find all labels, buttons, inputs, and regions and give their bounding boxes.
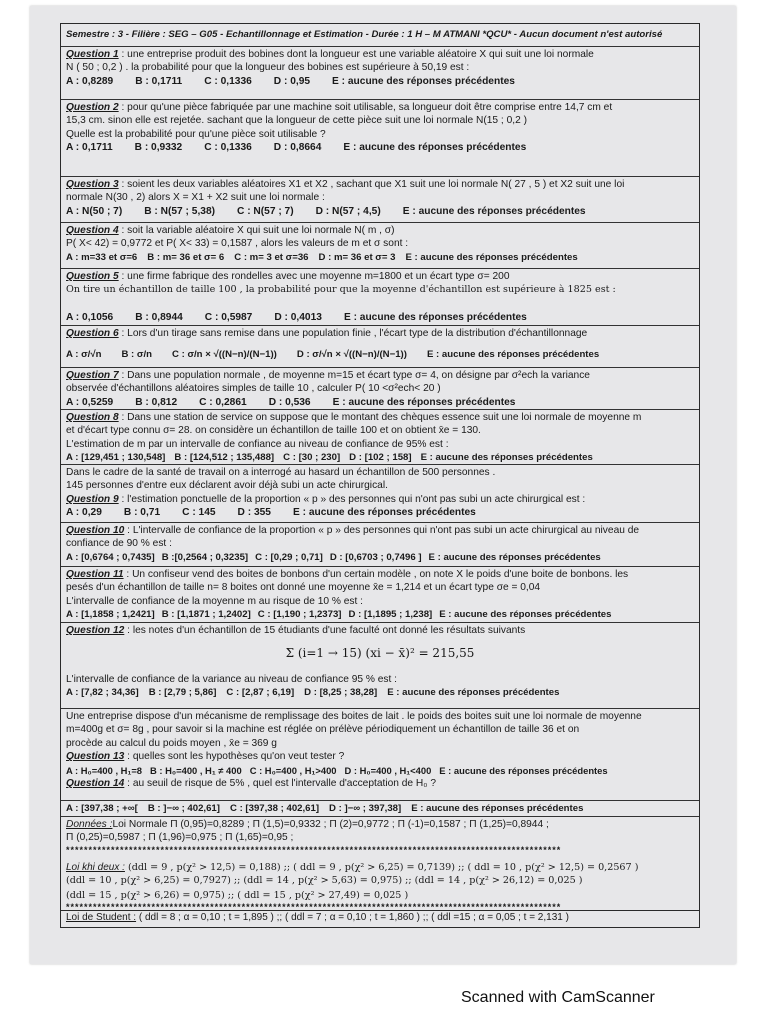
q2-option-b[interactable]: B : 0,9332 [134,142,183,154]
q7-option-b[interactable]: B : 0,812 [135,396,178,408]
q9-text1: : l'estimation ponctuelle de la proportion « p » des personnes qui n'ont pas subi un acte chirurgical est : [121,493,586,505]
q3-options [66,205,694,218]
q14-option-c[interactable]: C : [397,38 ; 402,61] [229,803,320,814]
intro13-text1: Une entreprise dispose d'un mécanisme de remplissage des boites de lait . le poids des boites suit une loi normale de moyenne [66,711,642,722]
q11-option-b[interactable]: B : [1,1871 ; 1,2402] [161,609,251,621]
q3-option-a[interactable]: A : N(50 ; 7) [66,205,123,217]
q1-text1: : une entreprise produit des bobines dont la longueur est une variable aléatoire X qui suit une loi normale [121,49,594,60]
question-13-14-block [61,708,699,800]
q1-option-a[interactable]: A : 0,8289 [66,75,114,87]
q12-option-c[interactable]: C : [2,87 ; 6,19] [226,687,295,699]
q5-text2: On tire un échantillon de taille 100 , la probabilité pour que la moyenne d'échantillon est supérieure à 1825 est : [66,284,616,296]
q4-options [66,251,694,264]
q6-option-d[interactable]: D : σ/√n × √((N−n)/(N−1)) [296,349,407,361]
q13-option-e[interactable]: E : aucune des réponses précédentes [439,764,608,776]
question-4 [61,222,699,268]
q2-text1: : pour qu'une pièce fabriquée par une machine soit utilisable, sa longueur doit être comprise entre 14,7 cm et [121,102,613,113]
q9-option-c[interactable]: C : 145 [182,507,216,519]
q6-option-a[interactable]: A : σ/√n [66,349,102,361]
khi-label: Loi khi deux : [66,862,125,873]
exam-frame [60,23,700,911]
q14-label: Question 14 [66,778,125,790]
q10-option-d[interactable]: D : [0,6703 ; 0,7496 ] [329,551,422,563]
q1-options [66,75,694,88]
q8-option-a[interactable]: A : [129,451 ; 130,548] [66,452,166,464]
q14-text1: : au seuil de risque de 5% , quel est l'intervalle d'acceptation de H₀ ? [127,778,436,790]
q13-option-c[interactable]: C : H₀=400 , H₁>400 [249,764,337,776]
q11-label: Question 11 [66,569,124,580]
q5-option-d[interactable]: D : 0,4013 [274,311,322,323]
q8-text1: : Dans une station de service on suppose que le montant des chèques essence suit une loi normale de moyenne m [121,412,642,423]
q8-option-d[interactable]: D : [102 ; 158] [349,452,412,464]
question-10 [61,522,699,566]
donnees-section [61,816,699,860]
q13-text1: : quelles sont les hypothèses qu'on veut tester ? [127,751,345,763]
question-9-block [61,464,699,522]
q9-option-a[interactable]: A : 0,29 [66,507,102,519]
donnees-line1: Loi Normale Π (0,95)=0,8289 ; Π (1,5)=0,9332 ; Π (2)=0,9772 ; Π (-1)=0,1587 ; Π (1,25)=0,8944 ; [112,819,549,830]
student-section [60,910,700,928]
q9-option-e[interactable]: E : aucune des réponses précédentes [292,507,476,519]
q8-label: Question 8 [66,412,119,423]
khi-line1: (ddl = 9 , p(χ² > 12,5) = 0,188) ;; ( ddl = 9 , p(χ² > 6,25) = 0,7139) ;; ( ddl = 10 , p(χ² > 12,5) = 0,2567 ) [128,862,639,873]
q13-options [66,764,694,777]
q10-option-c[interactable]: C : [0,29 ; 0,71] [255,551,323,563]
q7-label: Question 7 [66,370,119,381]
q1-option-e[interactable]: E : aucune des réponses précédentes [332,75,515,87]
q7-option-e[interactable]: E : aucune des réponses précédentes [332,396,516,408]
student-label: Loi de Student : [66,912,137,923]
q5-option-e[interactable]: E : aucune des réponses précédentes [343,311,527,323]
q5-option-c[interactable]: C : 0,5987 [204,311,253,323]
q9-option-d[interactable]: D : 355 [237,507,271,519]
intro9-text2: 145 personnes d'entre eux déclarent avoir déjà subi un acte chirurgical. [66,480,388,492]
q2-option-c[interactable]: C : 0,1336 [204,142,252,154]
q7-option-a[interactable]: A : 0,5259 [66,396,114,408]
header-text: Semestre : 3 - Filière : SEG – G05 - Echantillonnage et Estimation - Durée : 1 H – M ATMANI *QCU* - Aucun document n'est autorisé [66,29,663,40]
q4-option-a[interactable]: A : m=33 et σ=6 [66,251,138,263]
khi-line3: (ddl = 15 , p(χ² > 6,26) = 0,975) ;; ( ddl = 15 , p(χ² > 27,49) = 0,025 ) [66,890,409,901]
q5-text1: : une firme fabrique des rondelles avec une moyenne m=1800 et un écart type σ= 200 [121,271,510,282]
q2-options [66,141,694,154]
q3-text1: : soient les deux variables aléatoires X1 et X2 , sachant que X1 suit une loi normale N( 27 , 5 ) et X2 suit une loi [121,179,625,190]
q8-text2: et d'écart type connu σ= 28. on considère un échantillon de taille 100 et on obtient x̄e = 130. [66,425,481,437]
q7-option-d[interactable]: D : 0,536 [268,396,311,408]
q12-text2: L'intervalle de confiance de la variance au niveau de confiance 95 % est : [66,673,397,685]
q1-option-c[interactable]: C : 0,1336 [204,75,252,87]
q2-label: Question 2 [66,102,119,113]
q12-option-b[interactable]: B : [2,79 ; 5,86] [148,687,217,699]
q6-option-b[interactable]: B : σ/n [121,349,152,361]
question-2 [61,99,699,176]
q6-options [66,348,694,361]
q13-option-a[interactable]: A : H₀=400 , H₁=8 [66,764,143,776]
student-line1: ( ddl = 8 ; α = 0,10 ; t = 1,895 ) ;; ( ddl = 7 ; α = 0,10 ; t = 1,860 ) ;; ( ddl =15 ; α = 0,05 ; t = 2,131 ) [138,912,569,923]
q8-text3: L'estimation de m par un intervalle de confiance au niveau de confiance de 95% est : [66,438,449,450]
q2-option-e[interactable]: E : aucune des réponses précédentes [343,142,527,154]
q2-option-d[interactable]: D : 0,8664 [273,142,322,154]
q14-options [66,802,694,815]
question-3 [61,176,699,222]
q13-option-b[interactable]: B : H₀=400 , H₁ ≠ 400 [150,764,242,776]
q3-option-d[interactable]: D : N(57 ; 4,5) [315,205,381,217]
q8-option-e[interactable]: E : aucune des réponses précédentes [420,452,593,464]
q5-option-b[interactable]: B : 0,8944 [135,311,183,323]
q12-label: Question 12 [66,625,125,636]
q14-option-a[interactable]: A : [397,38 ; +∞[ [66,803,138,814]
q4-option-b[interactable]: B : m= 36 et σ= 6 [147,251,225,263]
q4-option-c[interactable]: C : m= 3 et σ=36 [234,251,309,263]
q10-text2: confiance de 90 % est : [66,538,172,550]
q10-option-b[interactable]: B :[0,2564 ; 0,3235] [161,551,249,563]
khi-section-cont [61,888,699,912]
question-11 [61,566,699,622]
q3-label: Question 3 [66,179,119,190]
q12-text1: : les notes d'un échantillon de 15 étudiants d'une faculté ont donné les résultats suivants [127,625,526,636]
separator-2: ************************************************************************************************************** [66,902,562,912]
donnees-line2: Π (0,25)=0,5987 ; Π (1,96)=0,975 ; Π (1,65)=0,95 ; [66,832,294,844]
khi-section [61,860,699,890]
q13-label: Question 13 [66,751,125,763]
q10-option-a[interactable]: A : [0,6764 ; 0,7435] [66,551,155,563]
q11-option-e[interactable]: E : aucune des réponses précédentes [439,609,612,621]
q5-options [66,311,694,324]
q3-option-b[interactable]: B : N(57 ; 5,38) [144,205,215,217]
q7-options [66,396,694,409]
q4-option-d[interactable]: D : m= 36 et σ= 3 [318,251,396,263]
camscanner-watermark: Scanned with CamScanner [461,989,655,1006]
q8-options [66,451,694,464]
q12-options [66,686,694,699]
q11-text1: : Un confiseur vend des boites de bonbons d'un certain modèle , on note X le poids d'une boite de bonbons. les [126,569,629,580]
q1-option-b[interactable]: B : 0,1711 [135,75,183,87]
q5-label: Question 5 [66,271,119,282]
question-8 [61,409,699,464]
question-5 [61,268,699,325]
exam-header [61,24,699,46]
intro13-text3: procède au calcul du poids moyen , x̄e = 369 g [66,737,277,749]
q8-option-b[interactable]: B : [124,512 ; 135,488] [174,452,275,464]
q11-text2: pesés d'un échantillon de taille n= 8 boites ont donné une moyenne x̄e = 1,214 et un écart type σe = 0,04 [66,582,541,594]
intro13-text2: m=400g et σ= 8g , pour savoir si la machine est réglée on prélève périodiquement un échantillon de taille 36 et on [66,724,580,736]
q14-option-d[interactable]: D : ]−∞ ; 397,38] [329,803,402,814]
q10-text1: : L'intervalle de confiance de la proportion « p » des personnes qui n'ont pas subi un acte chirurgical au niveau de [127,525,640,536]
q13-option-d[interactable]: D : H₀=400 , H₁<400 [344,764,432,776]
question-7 [61,367,699,409]
q8-option-c[interactable]: C : [30 ; 230] [283,452,341,464]
q4-option-e[interactable]: E : aucune des réponses précédentes [405,251,578,263]
q1-option-d[interactable]: D : 0,95 [273,75,311,87]
q6-option-c[interactable]: C : σ/n × √((N−n)/(N−1)) [172,349,277,361]
q4-text1: : soit la variable aléatoire X qui suit une loi normale N( m , σ) [121,225,395,236]
q11-options [66,608,694,621]
q10-option-e[interactable]: E : aucune des réponses précédentes [428,551,601,563]
q3-option-e[interactable]: E : aucune des réponses précédentes [402,205,586,217]
q11-text3: L'intervalle de confiance de la moyenne m au risque de 10 % est : [66,595,363,607]
q9-option-b[interactable]: B : 0,71 [123,507,161,519]
q7-option-c[interactable]: C : 0,2861 [199,396,247,408]
q6-label: Question 6 [66,328,119,339]
q12-option-d[interactable]: D : [8,25 ; 38,28] [304,687,378,699]
separator-1: ************************************************************************************************************** [66,844,562,855]
intro9-text1: Dans le cadre de la santé de travail on a interrogé au hasard un échantillon de 500 personnes . [66,467,496,478]
q5-option-a[interactable]: A : 0,1056 [66,311,114,323]
q11-option-a[interactable]: A : [1,1858 ; 1,2421] [66,609,155,621]
q10-label: Question 10 [66,525,125,536]
q11-option-c[interactable]: C : [1,190 ; 1,2373] [257,609,342,621]
q10-options [66,551,694,564]
question-1 [61,46,699,99]
q4-text2: P( X< 42) = 0,9772 et P( X< 33) = 0,1587 , alors les valeurs de m et σ sont : [66,238,409,250]
q12-formula: Σ (i=1 → 15) (xi − x̄)² = 215,55 [285,646,475,661]
q9-label: Question 9 [66,493,119,505]
q1-text2: N ( 50 ; 0,2 ) . la probabilité pour que la longueur des bobines est supérieure à 50,19 est : [66,62,470,74]
question-6 [61,325,699,367]
khi-line2: (ddl = 10 , p(χ² > 6,25) = 0,7927) ;; (ddl = 14 , p(χ² > 5,63) = 0,975) ;; (ddl = 14 , p(χ² > 26,12) = 0,025 ) [66,875,583,887]
question-12 [61,622,699,708]
q3-text2: normale N(30 , 2) alors X = X1 + X2 suit une loi normale : [66,192,325,204]
q7-text1: : Dans une population normale , de moyenne m=15 et écart type σ= 4, on désigne par σ²ech la variance [121,370,590,381]
q1-label: Question 1 [66,49,119,60]
q6-option-e[interactable]: E : aucune des réponses précédentes [426,349,600,361]
question-14-options-row [61,800,699,816]
q14-option-e[interactable]: E : aucune des réponses précédentes [411,803,584,814]
q2-option-a[interactable]: A : 0,1711 [66,142,113,154]
q12-option-a[interactable]: A : [7,82 ; 34,36] [66,687,139,699]
q3-option-c[interactable]: C : N(57 ; 7) [237,205,294,217]
donnees-label: Données : [66,819,113,830]
q11-option-d[interactable]: D : [1,1895 ; 1,238] [348,609,433,621]
exam-sheet [30,6,736,964]
q6-text1: : Lors d'un tirage sans remise dans une population finie , l'écart type de la distribution d'échantillonnage [121,328,588,339]
q2-text3: Quelle est la probabilité pour qu'une pièce soit utilisable ? [66,128,326,140]
q4-label: Question 4 [66,225,119,236]
q9-options [66,506,694,519]
q12-option-e[interactable]: E : aucune des réponses précédentes [387,687,560,699]
q7-text2: observée d'échantillons aléatoires simples de taille 10 , calculer P( 10 <σ²ech< 20 ) [66,383,441,395]
q2-text2: 15,3 cm. sinon elle est rejetée. sachant que la longueur de cette pièce suit une loi normale N(15 ; 0,2 ) [66,115,527,127]
q14-option-b[interactable]: B : ]−∞ ; 402,61] [147,803,220,814]
